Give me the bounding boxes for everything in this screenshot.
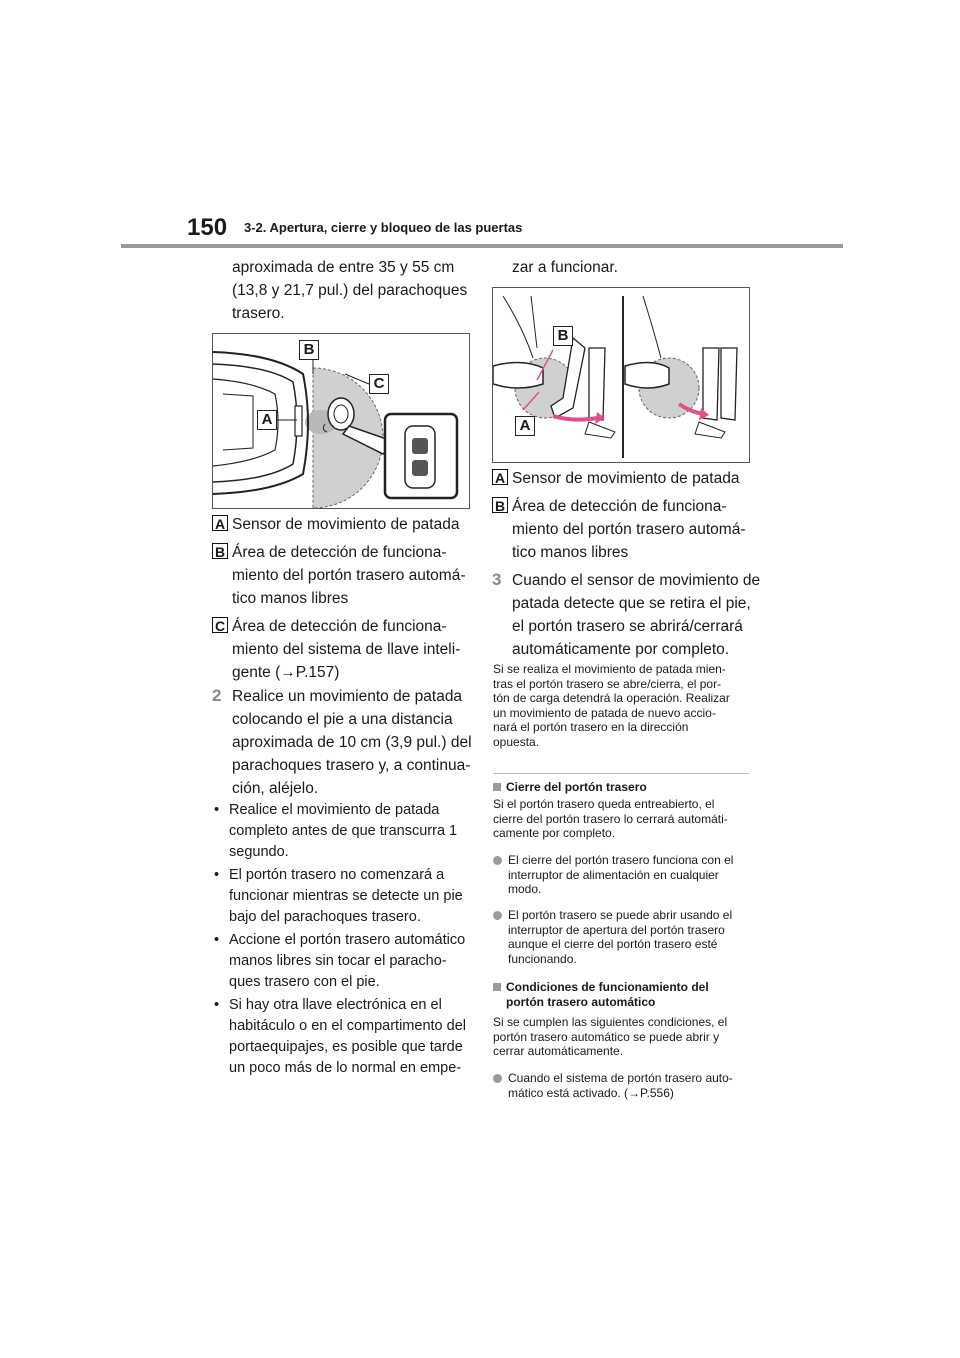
bullet-item: • El portón trasero no comenzará a funcionar mientras se detecte un pie bajo del parachoques trasero. <box>214 867 463 925</box>
figure1-label-b: B <box>299 340 319 360</box>
section-divider <box>493 773 749 774</box>
square-bullet-icon <box>493 783 501 791</box>
smart-key-icon <box>405 426 435 488</box>
legend-text: gente (→P.157) <box>232 664 340 681</box>
legend-text: miento del portón trasero automá- <box>512 521 746 538</box>
legend-text: Sensor de movimiento de patada <box>512 470 740 487</box>
text-line: patada detecte que se retira el pie, <box>512 595 751 612</box>
figure1-label-c: C <box>369 374 389 394</box>
circle-bullet-icon <box>493 856 502 865</box>
legend-text: Área de detección de funciona- <box>512 498 727 515</box>
legend-text: tico manos libres <box>512 544 629 561</box>
text-line: automáticamente por completo. <box>512 641 730 658</box>
figure1-label-a: A <box>257 410 277 430</box>
text-line: parachoques trasero y, a continua- <box>232 757 471 774</box>
header-rule <box>121 244 843 248</box>
legend-letter-box: B <box>492 497 508 513</box>
legend-letter-box: A <box>212 515 228 531</box>
figure-kick-motion <box>492 287 750 463</box>
text-line: Realice un movimiento de patada <box>232 688 463 705</box>
kick-sensor-shape <box>295 406 302 436</box>
text-line: aproximada de 10 cm (3,9 pul.) del <box>232 734 472 751</box>
section-heading: Cierre del portón trasero <box>493 780 647 795</box>
circle-bullet-icon <box>493 911 502 920</box>
legend-text: Sensor de movimiento de patada <box>232 516 460 533</box>
legend-text: Área de detección de funciona- <box>232 544 447 561</box>
square-bullet-icon <box>493 983 501 991</box>
legend-letter-box: A <box>492 469 508 485</box>
bumper-left <box>493 362 543 388</box>
text-line: Cuando el sensor de movimiento de <box>512 572 761 589</box>
figure2-label-a: A <box>515 416 535 436</box>
legend-text: miento del sistema de llave inteli- <box>232 641 461 658</box>
leg-standing-right <box>721 348 737 420</box>
bullet-item: • Accione el portón trasero automático manos libres sin tocar el paracho- ques trasero con el pie. <box>214 932 466 990</box>
legend-item-b <box>492 495 745 564</box>
continuation-text: zar a funcionar. <box>512 259 618 276</box>
circle-bullet-icon <box>493 1074 502 1083</box>
legend-text: Área de detección de funciona- <box>232 618 447 635</box>
legend-item-c <box>212 615 460 684</box>
text-line: aproximada de entre 35 y 55 cm <box>232 259 455 276</box>
legend-letter-box: C <box>212 617 228 633</box>
list-item: El portón trasero se puede abrir usando el interruptor de apertura del portón trasero aunque el cierre del portón trasero esté funcionando. <box>493 908 732 966</box>
figure-car-detection-area <box>212 333 470 509</box>
text-line: (13,8 y 21,7 pul.) del parachoques <box>232 282 468 299</box>
list-item: Cuando el sistema de portón trasero auto- mático está activado. (→P.556) <box>493 1071 733 1100</box>
section-heading: Condiciones de funcionamiento del portón trasero automático <box>493 980 709 1009</box>
intro-text <box>232 256 467 325</box>
legend-text: tico manos libres <box>232 590 349 607</box>
legend-item-b <box>212 541 465 610</box>
section-title: 3-2. Apertura, cierre y bloqueo de las puertas <box>244 220 523 235</box>
bullet-list <box>212 800 472 1079</box>
legend-letter-box: B <box>212 543 228 559</box>
legend-item-a <box>212 513 459 536</box>
car-top-illustration <box>213 334 469 508</box>
section-body: Si el portón trasero queda entreabierto, el cierre del portón trasero lo cerrará automáti- camente por completo. <box>493 797 728 840</box>
note-text: Si se realiza el movimiento de patada mien- tras el portón trasero se abre/cierra, el por- tón de carga detendrá la operación. Realizar un movimiento de patada de nuevo accio- nará el portón trasero en la dirección opuesta. <box>493 662 730 749</box>
step-number: 2 <box>212 686 222 705</box>
leg-standing-left <box>589 348 605 420</box>
bullet-item: • Si hay otra llave electrónica en el habitáculo o en el compartimento del portaequipajes, es posible que tarde un poco más de lo normal en empe- <box>214 997 466 1076</box>
page-number: 150 <box>187 214 228 241</box>
text-line: colocando el pie a una distancia <box>232 711 453 728</box>
text-line: ción, aléjelo. <box>232 780 319 797</box>
bumper-right <box>625 362 669 388</box>
step3-text <box>512 569 760 661</box>
section-body: Si se cumplen las siguientes condiciones, el portón trasero automático se puede abrir y cerrar automáticamente. <box>493 1015 728 1058</box>
bullet-item: • Realice el movimiento de patada completo antes de que transcurra 1 segundo. <box>214 802 458 860</box>
legend-text: miento del portón trasero automá- <box>232 567 466 584</box>
text-line: el portón trasero se abrirá/cerrará <box>512 618 743 635</box>
step2-text <box>232 685 472 800</box>
list-item: El cierre del portón trasero funciona con el interruptor de alimentación en cualquier modo. <box>493 853 733 897</box>
figure2-label-b: B <box>553 326 573 346</box>
step-number: 3 <box>492 570 502 589</box>
text-line: trasero. <box>232 305 285 322</box>
legend-item-a <box>492 467 739 490</box>
